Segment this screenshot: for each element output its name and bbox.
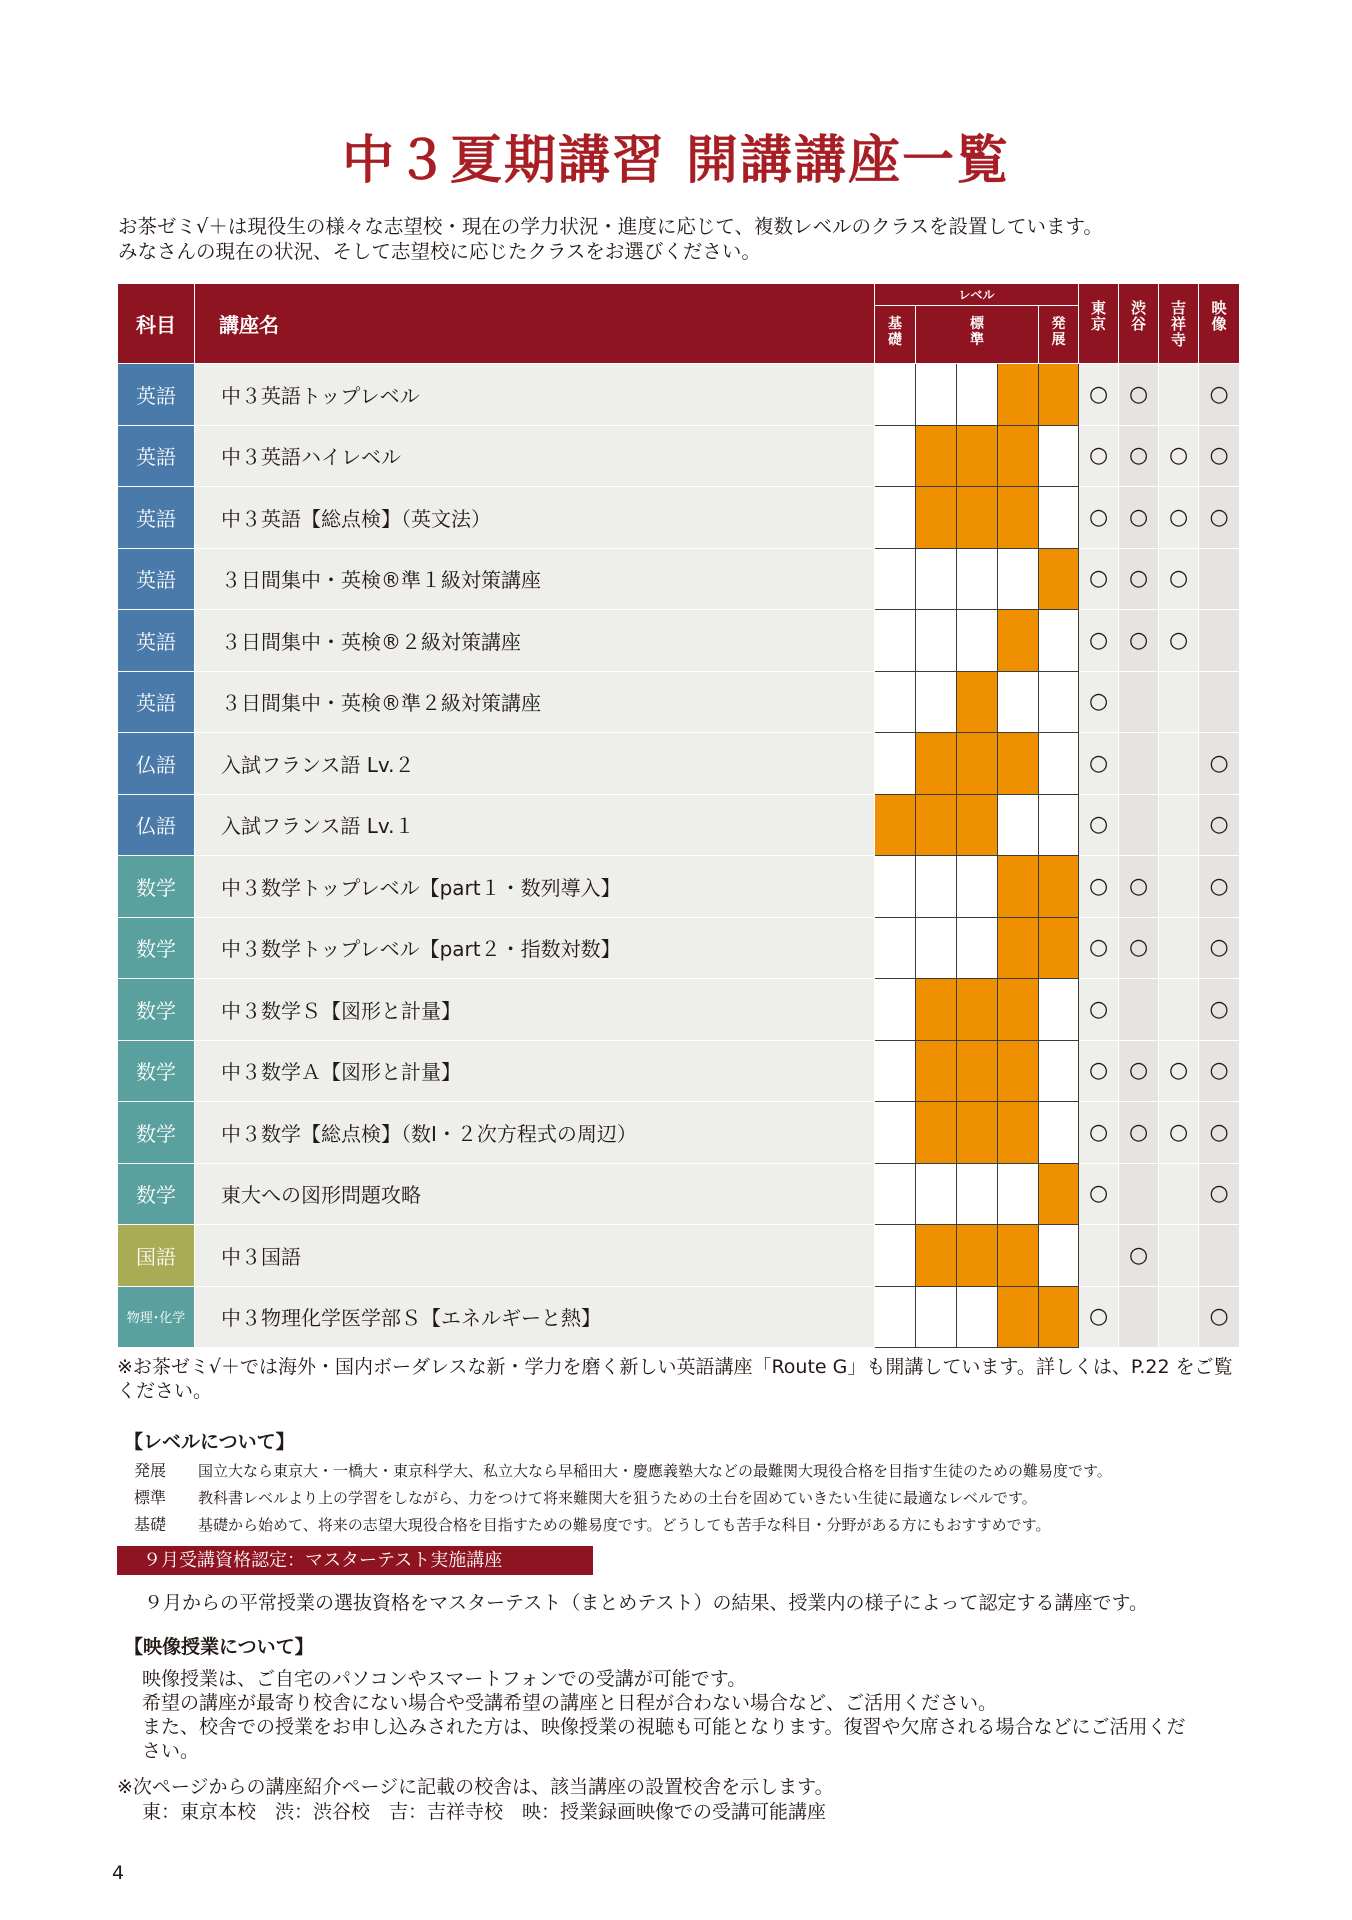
level-cell-active <box>957 671 998 733</box>
level-cell <box>957 917 998 979</box>
level-cell-active <box>957 1102 998 1164</box>
course-row <box>118 1040 1240 1102</box>
header-campus-kichijoji: 吉 祥 寺 <box>1159 284 1199 364</box>
video-line: 希望の講座が最寄り校舎にない場合や受講希望の講座と日程が合わない場合など、ご活用ください。 <box>142 1692 998 1714</box>
course-row <box>118 548 1240 610</box>
header-course: 講座名 <box>195 284 875 364</box>
course-row <box>118 487 1240 549</box>
course-row <box>118 1102 1240 1164</box>
course-name: 入試フランス語 Lv.１ <box>195 794 875 856</box>
level-cell <box>916 856 957 918</box>
level-section-heading: 【レベルについて】 <box>124 1431 295 1453</box>
campus-mark: ○ <box>1199 425 1240 487</box>
course-subject: 英語 <box>118 610 195 672</box>
campus-mark: ○ <box>1199 364 1240 426</box>
level-cell <box>957 610 998 672</box>
campus-legend: 東：東京本校 渋：渋谷校 吉：吉祥寺校 映：授業録画映像での受講可能講座 <box>142 1801 827 1823</box>
level-cell-active <box>916 487 957 549</box>
campus-mark: ○ <box>1119 610 1159 672</box>
course-row <box>118 610 1240 672</box>
course-row <box>118 979 1240 1041</box>
campus-mark: ○ <box>1159 487 1199 549</box>
campus-mark <box>1159 671 1199 733</box>
header-level-spacer <box>916 306 957 364</box>
course-subject: 数学 <box>118 1163 195 1225</box>
course-subject: 英語 <box>118 425 195 487</box>
campus-mark: ○ <box>1199 856 1240 918</box>
header-level-basic: 基 礎 <box>875 306 916 364</box>
campus-mark <box>1159 1163 1199 1225</box>
course-name: ３日間集中・英検®準１級対策講座 <box>195 548 875 610</box>
campus-mark <box>1119 733 1159 795</box>
course-name: 東大への図形問題攻略 <box>195 1163 875 1225</box>
campus-mark: ○ <box>1199 1163 1240 1225</box>
level-cell-active <box>957 487 998 549</box>
course-subject: 仏語 <box>118 733 195 795</box>
course-row <box>118 425 1240 487</box>
level-cell <box>875 979 916 1041</box>
level-item-basic <box>134 1512 1050 1535</box>
level-cell <box>998 671 1039 733</box>
campus-mark: ○ <box>1079 364 1119 426</box>
course-subject: 英語 <box>118 671 195 733</box>
level-cell <box>875 1102 916 1164</box>
level-item-advanced <box>134 1458 1112 1481</box>
intro-line: みなさんの現在の状況、そして志望校に応じたクラスをお選びください。 <box>118 240 761 263</box>
level-cell-active <box>957 1225 998 1287</box>
level-cell <box>875 1286 916 1348</box>
campus-mark: ○ <box>1079 794 1119 856</box>
level-cell-active <box>998 856 1039 918</box>
video-line: 映像授業は、ご自宅のパソコンやスマートフォンでの受講が可能です。 <box>142 1668 747 1690</box>
campus-mark: ○ <box>1119 1102 1159 1164</box>
course-row <box>118 1163 1240 1225</box>
campus-mark <box>1119 1286 1159 1348</box>
course-subject: 英語 <box>118 487 195 549</box>
campus-mark <box>1159 917 1199 979</box>
course-row <box>118 917 1240 979</box>
course-name: 中３数学【総点検】（数Ⅰ・２次方程式の周辺） <box>195 1102 875 1164</box>
header-campus-shibuya: 渋 谷 <box>1119 284 1159 364</box>
level-cell <box>875 917 916 979</box>
campus-mark <box>1119 979 1159 1041</box>
level-key: 発展 <box>134 1461 167 1480</box>
campus-mark: ○ <box>1199 979 1240 1041</box>
level-cell <box>1039 733 1079 795</box>
campus-mark: ○ <box>1199 917 1240 979</box>
level-cell <box>957 1286 998 1348</box>
course-name: 中３数学Ｓ【図形と計量】 <box>195 979 875 1041</box>
header-level-standard: 標 準 <box>957 306 998 364</box>
level-cell <box>1039 487 1079 549</box>
level-cell <box>875 487 916 549</box>
course-name: 中３英語【総点検】（英文法） <box>195 487 875 549</box>
master-test-text: ９月からの平常授業の選抜資格をマスターテスト（まとめテスト）の結果、授業内の様子によって認定する講座です。 <box>144 1592 1148 1614</box>
level-cell-active <box>1039 1163 1079 1225</box>
campus-mark: ○ <box>1119 425 1159 487</box>
campus-mark: ○ <box>1159 610 1199 672</box>
course-name: 中３数学Ａ【図形と計量】 <box>195 1040 875 1102</box>
level-desc: 基礎から始めて、将来の志望大現役合格を目指すための難易度です。どうしても苦手な科目・分野がある方にもおすすめです。 <box>198 1516 1051 1534</box>
level-cell-active <box>998 364 1039 426</box>
level-cell-active <box>998 487 1039 549</box>
course-subject: 数学 <box>118 856 195 918</box>
level-cell <box>1039 610 1079 672</box>
level-key: 標準 <box>134 1488 167 1507</box>
course-subject: 物理･化学 <box>118 1286 195 1348</box>
level-desc: 教科書レベルより上の学習をしながら、力をつけて将来難関大を狙うための土台を固めていきたい生徒に最適なレベルです。 <box>198 1489 1037 1507</box>
campus-mark: ○ <box>1079 610 1119 672</box>
campus-mark: ○ <box>1119 487 1159 549</box>
level-cell <box>1039 979 1079 1041</box>
campus-mark: ○ <box>1159 548 1199 610</box>
level-cell <box>1039 1040 1079 1102</box>
level-desc: 国立大なら東京大・一橋大・東京科学大、私立大なら早稲田大・慶應義塾大などの最難関大現役合格を目指す生徒のための難易度です。 <box>198 1462 1112 1480</box>
level-item-standard <box>134 1485 1037 1508</box>
course-subject: 英語 <box>118 548 195 610</box>
campus-mark: ○ <box>1079 856 1119 918</box>
campus-mark: ○ <box>1119 856 1159 918</box>
campus-mark <box>1199 548 1240 610</box>
campus-mark: ○ <box>1079 671 1119 733</box>
video-section-heading: 【映像授業について】 <box>124 1636 314 1658</box>
course-subject: 数学 <box>118 1040 195 1102</box>
course-name: 中３数学トップレベル【part２・指数対数】 <box>195 917 875 979</box>
header-campus-tokyo: 東 京 <box>1079 284 1119 364</box>
course-row <box>118 1286 1240 1348</box>
campus-mark <box>1119 1163 1159 1225</box>
level-cell <box>875 1040 916 1102</box>
level-cell-active <box>1039 1286 1079 1348</box>
video-line: また、校舎での授業をお申し込みされた方は、映像授業の視聴も可能となります。復習や欠席される場合などにご活用くだ <box>142 1716 1186 1738</box>
level-cell-active <box>998 425 1039 487</box>
level-cell-active <box>998 610 1039 672</box>
level-cell-active <box>957 794 998 856</box>
level-cell-active <box>998 1040 1039 1102</box>
level-cell <box>875 1163 916 1225</box>
course-row <box>118 364 1240 426</box>
campus-mark: ○ <box>1199 733 1240 795</box>
course-subject: 仏語 <box>118 794 195 856</box>
route-g-note: ※お茶ゼミ√＋では海外・国内ボーダレスな新・学力を磨く新しい英語講座「Route G」も開講しています。詳しくは、P.22 をご覧ください。 <box>117 1356 1233 1402</box>
level-cell <box>875 364 916 426</box>
header-campus-video: 映 像 <box>1199 284 1240 364</box>
level-cell-active <box>998 733 1039 795</box>
campus-mark: ○ <box>1159 1102 1199 1164</box>
campus-mark: ○ <box>1079 979 1119 1041</box>
level-cell <box>875 856 916 918</box>
course-row <box>118 794 1240 856</box>
campus-mark: ○ <box>1079 733 1119 795</box>
campus-mark: ○ <box>1119 548 1159 610</box>
level-cell <box>1039 671 1079 733</box>
campus-mark: ○ <box>1199 1102 1240 1164</box>
campus-mark: ○ <box>1199 1286 1240 1348</box>
course-name: 中３国語 <box>195 1225 875 1287</box>
campus-mark: ○ <box>1199 487 1240 549</box>
level-cell <box>916 1286 957 1348</box>
level-cell <box>875 425 916 487</box>
header-level-advanced: 発 展 <box>1039 306 1079 364</box>
level-cell <box>1039 1225 1079 1287</box>
level-cell-active <box>998 1286 1039 1348</box>
campus-mark: ○ <box>1079 1102 1119 1164</box>
level-cell-active <box>916 1102 957 1164</box>
course-name: 中３英語ハイレベル <box>195 425 875 487</box>
level-cell-active <box>957 1040 998 1102</box>
campus-mark: ○ <box>1079 425 1119 487</box>
campus-mark <box>1079 1225 1119 1287</box>
header-level: レベル <box>875 284 1079 306</box>
campus-mark <box>1159 856 1199 918</box>
course-row <box>118 856 1240 918</box>
level-cell <box>916 671 957 733</box>
level-cell <box>957 856 998 918</box>
level-cell <box>998 794 1039 856</box>
page-number: 4 <box>112 1862 125 1884</box>
level-cell <box>957 1163 998 1225</box>
campus-mark: ○ <box>1119 1225 1159 1287</box>
campus-mark <box>1119 671 1159 733</box>
campus-mark <box>1199 610 1240 672</box>
level-cell-active <box>916 1225 957 1287</box>
campus-mark: ○ <box>1079 548 1119 610</box>
campus-note: ※次ページからの講座紹介ページに記載の校舎は、該当講座の設置校舎を示します。 <box>117 1776 834 1798</box>
level-cell <box>916 548 957 610</box>
course-row <box>118 671 1240 733</box>
level-cell-active <box>957 733 998 795</box>
course-subject: 数学 <box>118 979 195 1041</box>
master-test-band: ９月受講資格認定：マスターテスト実施講座 <box>117 1546 593 1575</box>
campus-mark: ○ <box>1079 1163 1119 1225</box>
campus-mark: ○ <box>1199 794 1240 856</box>
level-cell-active <box>957 979 998 1041</box>
campus-mark: ○ <box>1119 364 1159 426</box>
level-cell-active <box>1039 856 1079 918</box>
campus-mark: ○ <box>1159 425 1199 487</box>
level-cell <box>1039 794 1079 856</box>
course-subject: 国語 <box>118 1225 195 1287</box>
header-level-spacer <box>998 306 1039 364</box>
course-subject: 数学 <box>118 1102 195 1164</box>
level-cell-active <box>998 917 1039 979</box>
level-cell <box>998 548 1039 610</box>
campus-mark <box>1159 1286 1199 1348</box>
campus-mark <box>1199 671 1240 733</box>
campus-mark: ○ <box>1079 1040 1119 1102</box>
level-cell-active <box>1039 364 1079 426</box>
campus-mark <box>1159 979 1199 1041</box>
campus-mark: ○ <box>1159 1040 1199 1102</box>
course-row <box>118 1225 1240 1287</box>
course-name: 中３数学トップレベル【part１・数列導入】 <box>195 856 875 918</box>
campus-mark: ○ <box>1199 1040 1240 1102</box>
header-subject: 科目 <box>118 284 195 364</box>
level-cell <box>916 1163 957 1225</box>
level-cell <box>875 548 916 610</box>
level-cell <box>957 364 998 426</box>
level-cell-active <box>957 425 998 487</box>
campus-mark: ○ <box>1119 1040 1159 1102</box>
level-cell-active <box>916 794 957 856</box>
level-cell <box>916 364 957 426</box>
intro-line: お茶ゼミ√＋は現役生の様々な志望校・現在の学力状況・進度に応じて、複数レベルのクラスを設置しています。 <box>118 215 1103 238</box>
course-name: 入試フランス語 Lv.２ <box>195 733 875 795</box>
level-cell <box>875 610 916 672</box>
page-title: 中３夏期講習 開講講座一覧 <box>341 131 1011 191</box>
video-line: さい。 <box>142 1740 200 1762</box>
campus-mark <box>1159 794 1199 856</box>
course-table <box>117 283 1240 1348</box>
level-cell-active <box>916 425 957 487</box>
level-cell-active <box>1039 917 1079 979</box>
level-cell-active <box>916 733 957 795</box>
level-cell <box>1039 1102 1079 1164</box>
level-cell <box>1039 425 1079 487</box>
level-cell <box>998 1163 1039 1225</box>
level-cell <box>875 1225 916 1287</box>
campus-mark <box>1199 1225 1240 1287</box>
campus-mark <box>1159 364 1199 426</box>
level-cell-active <box>998 1102 1039 1164</box>
level-cell-active <box>916 1040 957 1102</box>
level-cell <box>957 548 998 610</box>
campus-mark <box>1159 733 1199 795</box>
course-subject: 英語 <box>118 364 195 426</box>
level-key: 基礎 <box>134 1515 167 1534</box>
campus-mark: ○ <box>1079 917 1119 979</box>
level-cell <box>916 917 957 979</box>
course-subject: 数学 <box>118 917 195 979</box>
level-cell <box>875 671 916 733</box>
level-cell <box>916 610 957 672</box>
level-cell-active <box>916 979 957 1041</box>
course-name: 中３物理化学医学部Ｓ【エネルギーと熱】 <box>195 1286 875 1348</box>
campus-mark <box>1119 794 1159 856</box>
campus-mark: ○ <box>1119 917 1159 979</box>
campus-mark: ○ <box>1079 1286 1119 1348</box>
campus-mark: ○ <box>1079 487 1119 549</box>
course-name: ３日間集中・英検®２級対策講座 <box>195 610 875 672</box>
level-cell-active <box>875 794 916 856</box>
intro-text <box>118 214 1103 264</box>
level-cell-active <box>1039 548 1079 610</box>
level-cell-active <box>998 979 1039 1041</box>
course-row <box>118 733 1240 795</box>
video-section-text <box>142 1667 1242 1763</box>
course-name: ３日間集中・英検®準２級対策講座 <box>195 671 875 733</box>
level-cell <box>875 733 916 795</box>
campus-mark <box>1159 1225 1199 1287</box>
level-cell-active <box>998 1225 1039 1287</box>
course-name: 中３英語トップレベル <box>195 364 875 426</box>
